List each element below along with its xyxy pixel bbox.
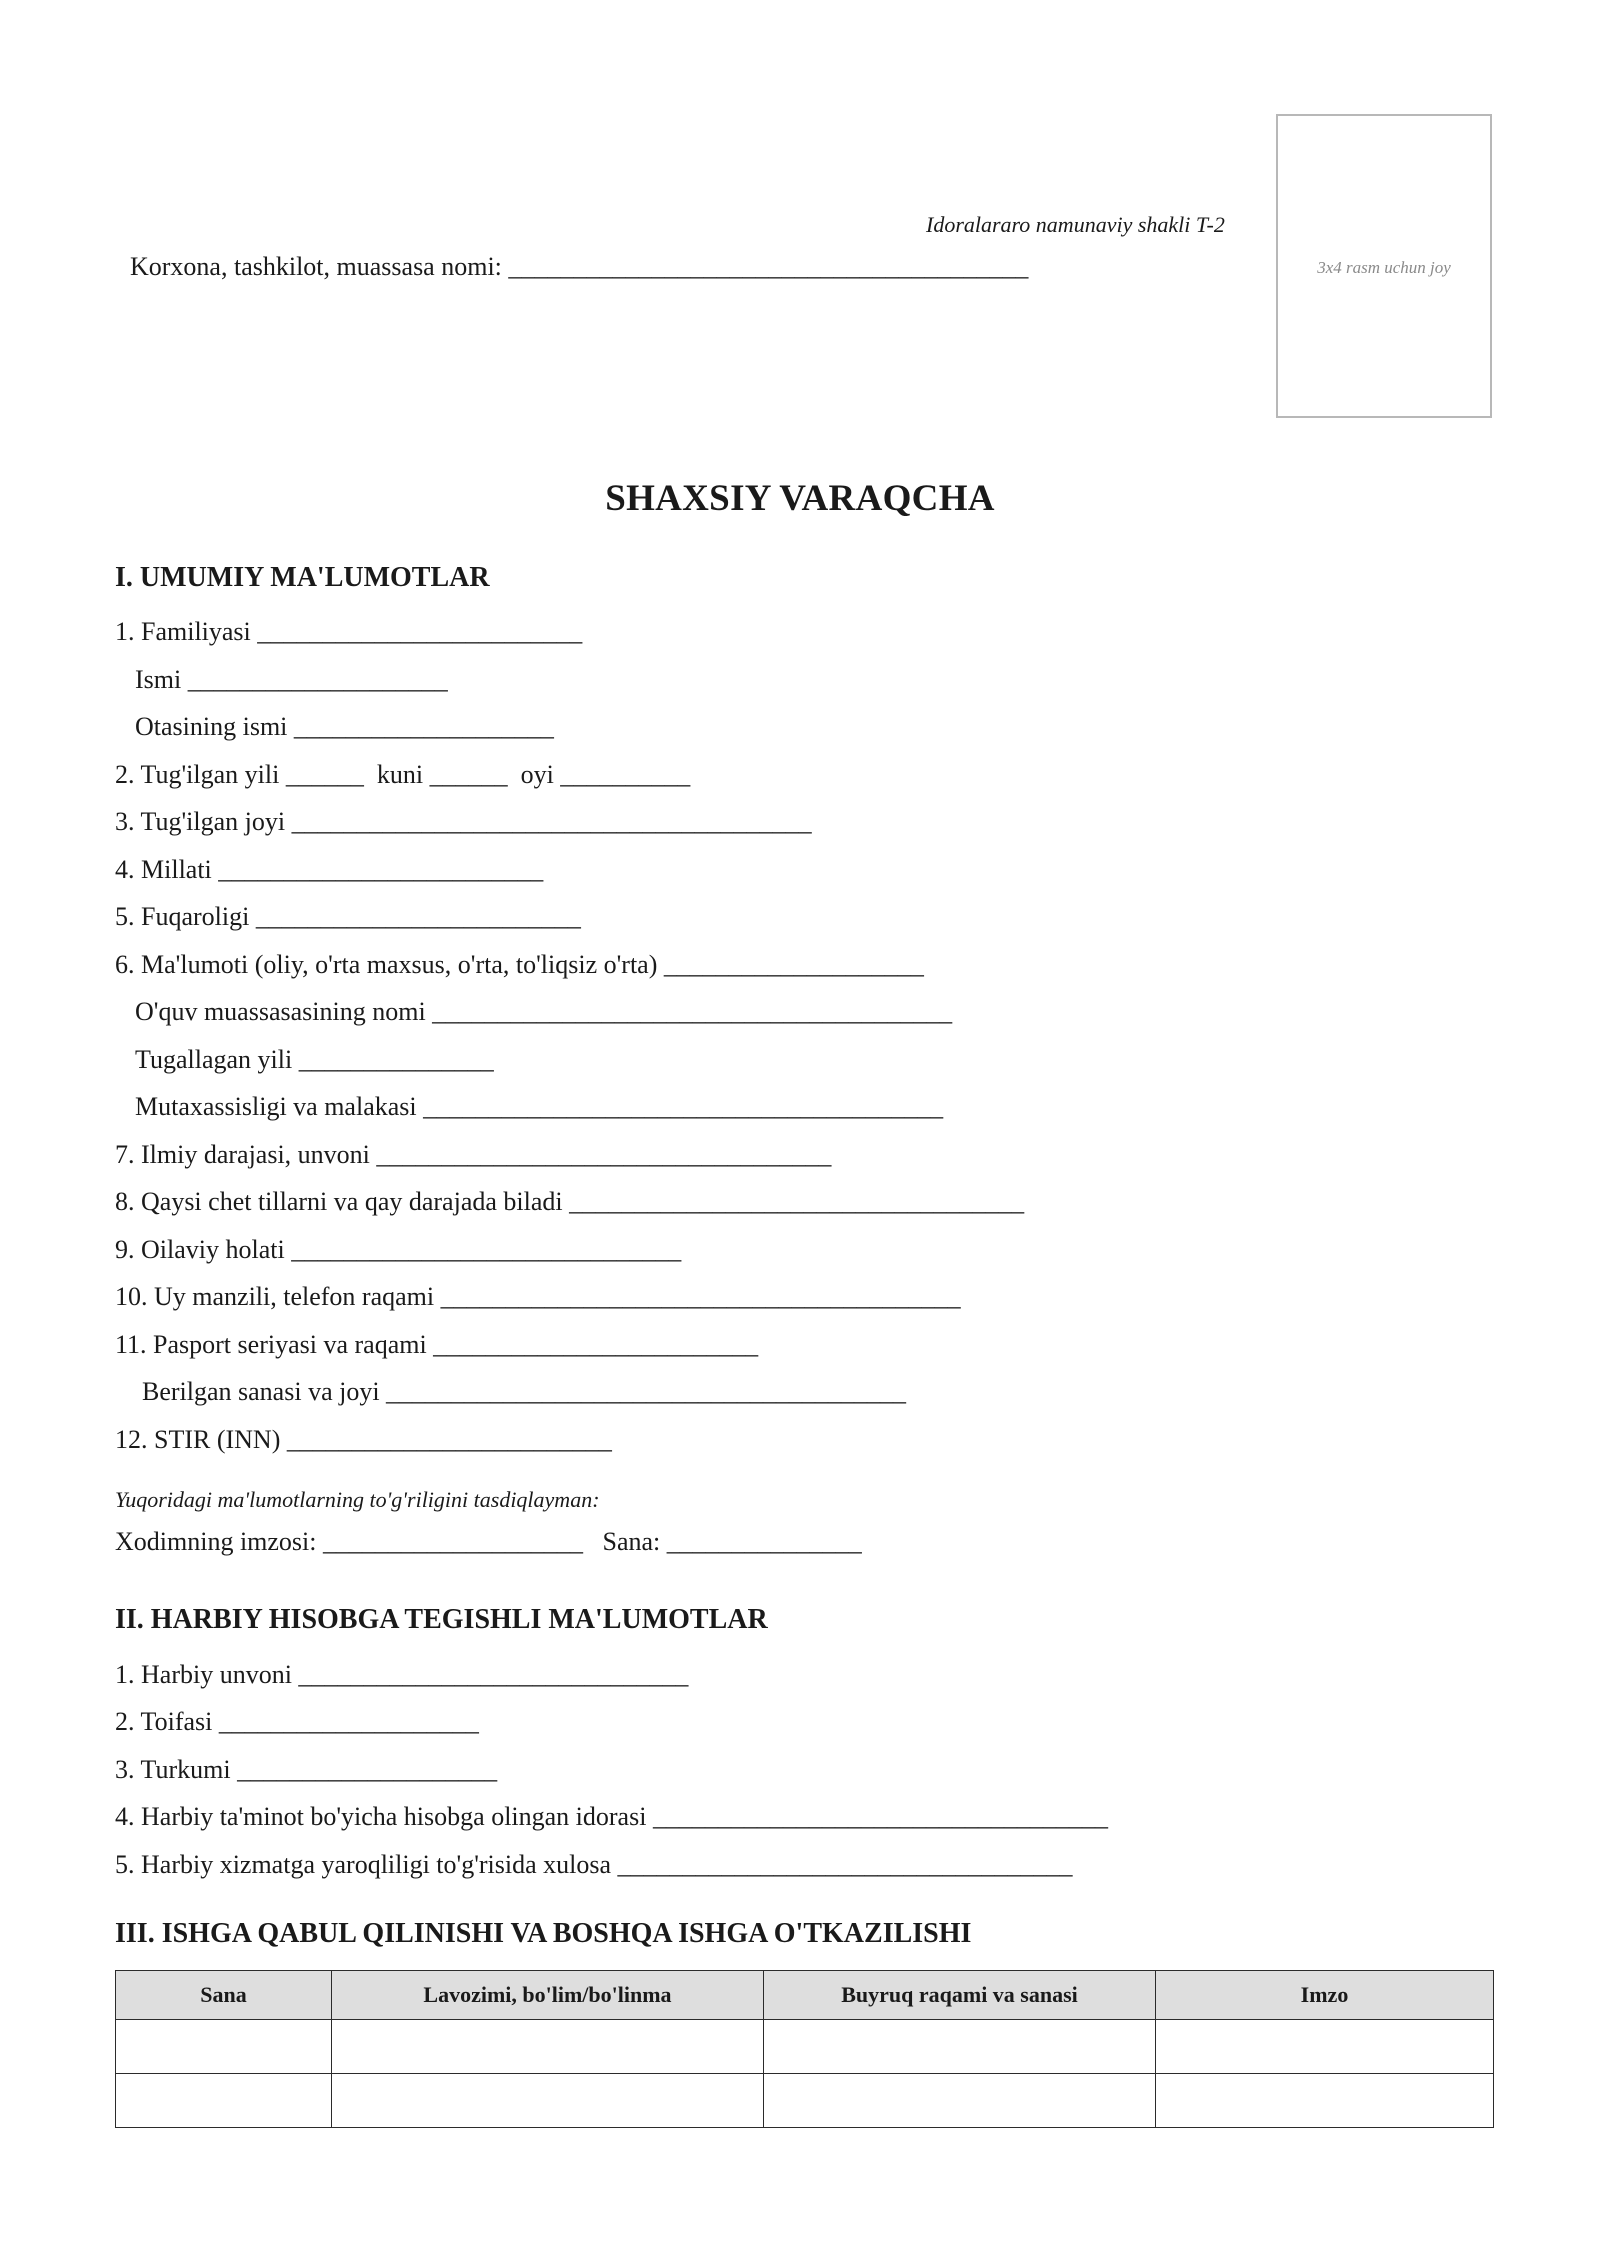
column-header-position: Lavozimi, bo'lim/bo'linma <box>332 1971 764 2020</box>
field-foreign-languages[interactable]: 8. Qaysi chet tillarni va qay darajada biladi ___________________________________ <box>115 1187 1025 1216</box>
table-row <box>116 2074 1494 2128</box>
form-code: Idoralararo namunaviy shakli T-2 <box>926 212 1225 237</box>
field-military-fitness[interactable]: 5. Harbiy xizmatga yaroqliligi to'g'risida xulosa ___________________________________ <box>115 1850 1073 1879</box>
table-cell-position[interactable] <box>332 2020 764 2074</box>
field-institution-name[interactable]: O'quv muassasasining nomi ________________________________________ <box>135 997 953 1026</box>
table-cell-date[interactable] <box>116 2020 332 2074</box>
field-birth-date[interactable]: 2. Tug'ilgan yili ______ kuni ______ oyi __________ <box>115 760 691 789</box>
field-military-rank[interactable]: 1. Harbiy unvoni ______________________________ <box>115 1660 689 1689</box>
column-header-order: Buyruq raqami va sanasi <box>764 1971 1156 2020</box>
employment-transfers-table <box>115 1970 1494 2128</box>
photo-placeholder <box>1276 114 1492 418</box>
confirmation-note: Yuqoridagi ma'lumotlarning to'g'riligini tasdiqlayman: <box>115 1487 600 1512</box>
field-surname[interactable]: 1. Familiyasi _________________________ <box>115 617 583 646</box>
field-education[interactable]: 6. Ma'lumoti (oliy, o'rta maxsus, o'rta, to'liqsiz o'rta) ____________________ <box>115 950 924 979</box>
section-title-general-info: I. UMUMIY MA'LUMOTLAR <box>115 562 490 593</box>
table-header-row <box>116 1971 1494 2020</box>
column-header-signature: Imzo <box>1156 1971 1494 2020</box>
field-military-group[interactable]: 3. Turkumi ____________________ <box>115 1755 498 1784</box>
field-birth-place[interactable]: 3. Tug'ilgan joyi ________________________________________ <box>115 807 812 836</box>
field-tax-id[interactable]: 12. STIR (INN) _________________________ <box>115 1425 612 1454</box>
section-title-military-info: II. HARBIY HISOBGA TEGISHLI MA'LUMOTLAR <box>115 1604 768 1635</box>
field-nationality[interactable]: 4. Millati _________________________ <box>115 855 544 884</box>
table-cell-order[interactable] <box>764 2020 1156 2074</box>
column-header-date: Sana <box>116 1971 332 2020</box>
page-title: SHAXSIY VARAQCHA <box>605 478 995 519</box>
table-cell-signature[interactable] <box>1156 2020 1494 2074</box>
field-academic-degree[interactable]: 7. Ilmiy darajasi, unvoni ___________________________________ <box>115 1140 832 1169</box>
table-cell-date[interactable] <box>116 2074 332 2128</box>
field-address-phone[interactable]: 10. Uy manzili, telefon raqami ________________________________________ <box>115 1282 961 1311</box>
field-graduation-year[interactable]: Tugallagan yili _______________ <box>135 1045 494 1074</box>
photo-placeholder-label: 3x4 rasm uchun joy <box>1317 258 1451 277</box>
table-cell-order[interactable] <box>764 2074 1156 2128</box>
field-marital-status[interactable]: 9. Oilaviy holati ______________________________ <box>115 1235 682 1264</box>
field-first-name[interactable]: Ismi ____________________ <box>135 665 448 694</box>
table-cell-position[interactable] <box>332 2074 764 2128</box>
field-military-category[interactable]: 2. Toifasi ____________________ <box>115 1707 479 1736</box>
field-specialty[interactable]: Mutaxassisligi va malakasi ________________________________________ <box>135 1092 944 1121</box>
organization-name-field[interactable]: Korxona, tashkilot, muassasa nomi: ________________________________________ <box>130 252 1029 281</box>
table-row <box>116 2020 1494 2074</box>
field-passport-issue[interactable]: Berilgan sanasi va joyi ________________________________________ <box>142 1377 907 1406</box>
field-passport-number[interactable]: 11. Pasport seriyasi va raqami _________________________ <box>115 1330 759 1359</box>
field-signature-date[interactable]: Xodimning imzosi: ____________________ Sana: _______________ <box>115 1527 862 1556</box>
section-title-employment-transfers: III. ISHGA QABUL QILINISHI VA BOSHQA ISHGA O'TKAZILISHI <box>115 1918 972 1949</box>
field-patronymic[interactable]: Otasining ismi ____________________ <box>135 712 554 741</box>
field-citizenship[interactable]: 5. Fuqaroligi _________________________ <box>115 902 581 931</box>
field-military-office[interactable]: 4. Harbiy ta'minot bo'yicha hisobga olingan idorasi ___________________________________ <box>115 1802 1108 1831</box>
table-cell-signature[interactable] <box>1156 2074 1494 2128</box>
